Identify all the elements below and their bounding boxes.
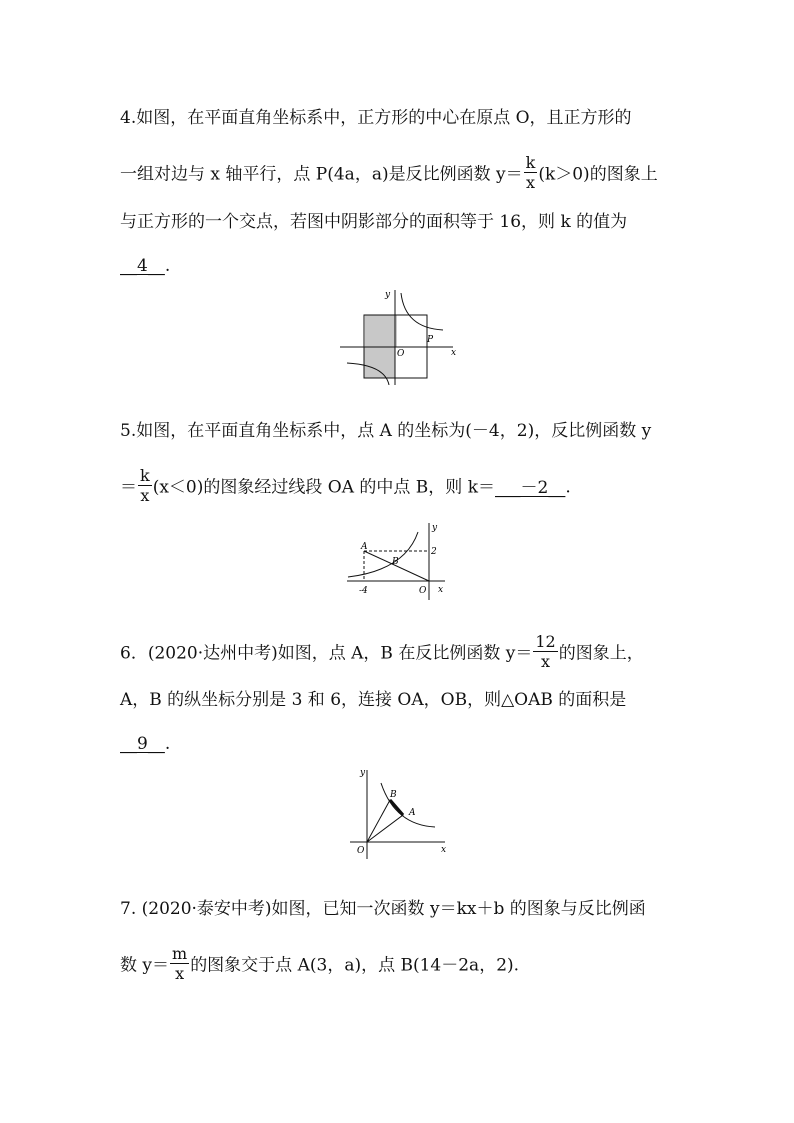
q6-figure bbox=[350, 765, 450, 860]
q7-line-2-post: 的图象交于点 A(3，a)，点 B(14－2a，2). bbox=[190, 955, 520, 976]
q5-origin-label: O bbox=[419, 586, 427, 596]
q6-b-label: B bbox=[390, 790, 397, 800]
q6-line-1-pre: 6．(2020·达州中考)如图，点 A，B 在反比例函数 y＝ bbox=[120, 643, 533, 664]
q5-answer-end: . bbox=[565, 477, 571, 498]
q5-tick-2: 2 bbox=[431, 547, 437, 557]
q4-p-label: P bbox=[427, 335, 434, 345]
q5-tick-neg4: -4 bbox=[359, 586, 368, 596]
q6-line-1 bbox=[120, 632, 644, 672]
q5-frac-denominator: x bbox=[140, 486, 150, 505]
q5-b-label: B bbox=[392, 557, 399, 567]
q4-line-2 bbox=[120, 153, 658, 193]
q5-a-label: A bbox=[361, 542, 368, 552]
q4-answer-end: . bbox=[164, 256, 171, 276]
q5-line-2 bbox=[120, 466, 571, 506]
q7-line-2 bbox=[120, 944, 520, 984]
q6-triangle-oab bbox=[367, 800, 403, 842]
q5-line-2-mid: (x＜0)的图象经过线段 OA 的中点 B，则 k＝ bbox=[152, 477, 495, 498]
q4-fraction bbox=[524, 155, 538, 191]
q6-a-label: A bbox=[409, 808, 416, 818]
q4-line-2-pre: 一组对边与 x 轴平行，点 P(4a，a)是反比例函数 y＝ bbox=[120, 164, 523, 185]
q6-answer: __9__ bbox=[120, 734, 165, 754]
q7-line-1: 7. (2020·泰安中考)如图，已知一次函数 y＝kx＋b 的图象与反比例函 bbox=[120, 899, 646, 919]
q4-shade-top-right bbox=[365, 315, 397, 347]
q5-fraction bbox=[138, 468, 152, 504]
q5-curve bbox=[348, 532, 418, 577]
q4-line-1: 4.如图，在平面直角坐标系中，正方形的中心在原点 O，且正方形的 bbox=[120, 108, 632, 128]
q6-line-1-post: 的图象上， bbox=[558, 643, 644, 664]
q6-x-label: x bbox=[441, 845, 447, 855]
q4-figure bbox=[335, 285, 465, 385]
q5-x-label: x bbox=[438, 585, 444, 595]
q5-answer: ___－2__ bbox=[495, 477, 566, 498]
q6-origin-label: O bbox=[357, 846, 365, 856]
q4-y-label: y bbox=[385, 290, 391, 300]
q6-frac-numerator: 12 bbox=[535, 632, 556, 651]
q7-fraction bbox=[170, 946, 189, 982]
q6-segment-ab bbox=[390, 800, 403, 815]
q4-answer-line bbox=[120, 255, 170, 277]
q4-curve-q1 bbox=[401, 293, 443, 330]
q5-line-1: 5.如图，在平面直角坐标系中，点 A 的坐标为(－4，2)，反比例函数 y bbox=[120, 421, 652, 441]
q5-figure bbox=[345, 520, 455, 602]
q4-answer: __4__ bbox=[120, 256, 165, 276]
q4-shade-bottom-left bbox=[364, 347, 395, 378]
q6-line-2: A，B 的纵坐标分别是 3 和 6，连接 OA，OB，则△OAB 的面积是 bbox=[120, 690, 627, 710]
q4-origin-label: O bbox=[397, 349, 405, 359]
q6-answer-end: . bbox=[164, 734, 171, 754]
q6-answer-line bbox=[120, 733, 170, 755]
q5-frac-numerator: k bbox=[140, 466, 150, 485]
q4-frac-denominator: x bbox=[525, 173, 535, 192]
q5-y-label: y bbox=[432, 523, 438, 533]
q4-x-label: x bbox=[451, 348, 457, 358]
q6-frac-denominator: x bbox=[541, 652, 551, 671]
q4-frac-numerator: k bbox=[525, 153, 536, 172]
q4-line-3: 与正方形的一个交点，若图中阴影部分的面积等于 16，则 k 的值为 bbox=[120, 212, 628, 232]
q7-frac-numerator: m bbox=[172, 944, 188, 963]
q6-fraction bbox=[533, 634, 557, 670]
q7-frac-denominator: x bbox=[175, 964, 185, 983]
q4-line-2-post: (k＞0)的图象上 bbox=[538, 164, 658, 185]
q6-y-label: y bbox=[360, 768, 366, 778]
q5-line-2-pre: ＝ bbox=[120, 477, 137, 498]
q7-line-2-pre: 数 y＝ bbox=[120, 955, 170, 976]
